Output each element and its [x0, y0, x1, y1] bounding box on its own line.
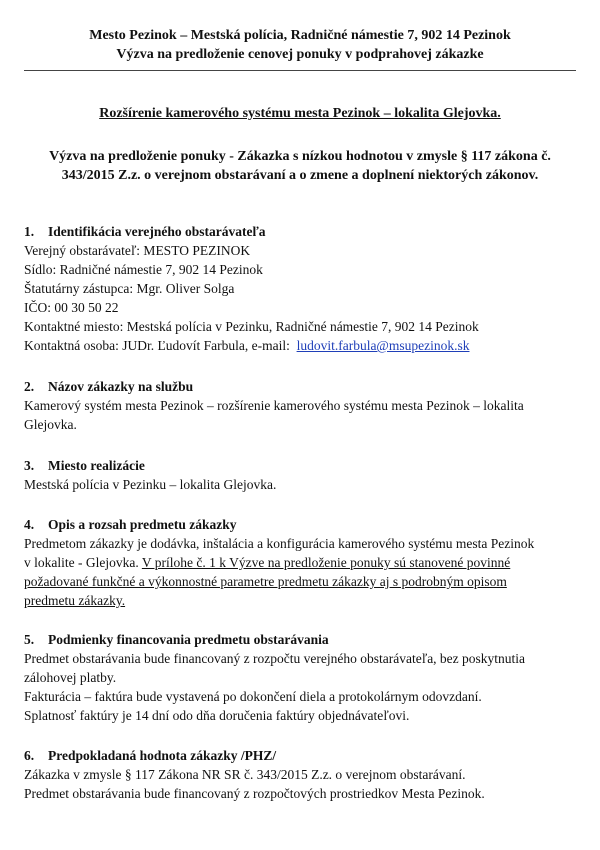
section-1 [24, 222, 576, 355]
section-text-line: Kamerový systém mesta Pezinok – rozšírenie kamerového systému mesta Pezinok – lokalita [24, 398, 524, 413]
section-title: Podmienky financovania predmetu obstarávania [48, 632, 329, 647]
section-heading [24, 456, 576, 475]
contact-place: Kontaktné miesto: Mestská polícia v Pezinku, Radničné námestie 7, 902 14 Pezinok [24, 319, 479, 334]
section-number: 5. [24, 632, 35, 647]
section-text-plain: v lokalite - Glejovka. [24, 555, 139, 570]
section-text-line: Predmetom zákazky je dodávka, inštalácia a konfigurácia kamerového systému mesta Pezinok [24, 536, 535, 551]
section-text-line: požadované funkčné a výkonnostné parametre predmetu zákazky aj s podrobným opisom [24, 574, 507, 589]
section-title: Identifikácia verejného obstarávateľa [48, 224, 266, 239]
section-text-line: Fakturácia – faktúra bude vystavená po dokončení diela a protokolárnym odovzdaní. [24, 689, 482, 704]
contact-person [24, 336, 576, 355]
section-number: 1. [24, 224, 35, 239]
section-4 [24, 515, 576, 610]
header-line-1: Mesto Pezinok – Mestská polícia, Radničné námestie 7, 902 14 Pezinok [89, 28, 511, 43]
section-text-line: zálohovej platby. [24, 670, 117, 685]
section-number: 6. [24, 748, 35, 763]
section-title: Miesto realizácie [48, 458, 145, 473]
intro-line-2: 343/2015 Z.z. o verejnom obstarávaní a o zmene a doplnení niektorých zákonov. [61, 168, 539, 183]
section-title: Opis a rozsah predmetu zákazky [48, 517, 237, 532]
section-heading [24, 746, 576, 765]
section-text-line: Mestská polícia v Pezinku – lokalita Glejovka. [24, 477, 277, 492]
section-6 [24, 746, 576, 803]
section-text-underlined: V prílohe č. 1 k Výzve na predloženie ponuky sú stanovené povinné [141, 555, 511, 570]
section-heading [24, 630, 576, 649]
section-heading [24, 222, 576, 241]
section-number: 4. [24, 517, 35, 532]
section-5 [24, 630, 576, 725]
company-id: IČO: 00 30 50 22 [24, 300, 119, 315]
document-header [0, 26, 600, 64]
header-line-2: Výzva na predloženie cenovej ponuky v podprahovej zákazke [116, 47, 484, 62]
section-text-line: Predmet obstarávania bude financovaný z rozpočtu verejného obstarávateľa, bez poskytnutia [24, 651, 526, 666]
section-3 [24, 456, 576, 494]
intro-line-1: Výzva na predloženie ponuky - Zákazka s nízkou hodnotou v zmysle § 117 zákona č. [49, 149, 551, 164]
section-text-line: Predmet obstarávania bude financovaný z rozpočtových prostriedkov Mesta Pezinok. [24, 786, 485, 801]
seat: Sídlo: Radničné námestie 7, 902 14 Pezinok [24, 262, 263, 277]
section-heading [24, 515, 576, 534]
section-2 [24, 377, 576, 434]
header-divider [24, 70, 576, 71]
intro-paragraph [40, 147, 560, 185]
section-text-line: Splatnosť faktúry je 14 dní odo dňa doručenia faktúry objednávateľovi. [24, 708, 410, 723]
section-text-line: predmetu zákazky. [24, 593, 126, 608]
section-number: 3. [24, 458, 35, 473]
contact-person-label: Kontaktná osoba: JUDr. Ľudovít Farbula, e-mail: [24, 338, 290, 353]
section-text-line [24, 553, 576, 572]
contracting-authority: Verejný obstarávateľ: MESTO PEZINOK [24, 243, 251, 258]
statutory-representative: Štatutárny zástupca: Mgr. Oliver Solga [24, 281, 235, 296]
section-text-line: Zákazka v zmysle § 117 Zákona NR SR č. 343/2015 Z.z. o verejnom obstarávaní. [24, 767, 466, 782]
email-link[interactable]: ludovit.farbula@msupezinok.sk [296, 338, 470, 353]
document-title: Rozšírenie kamerového systému mesta Pezinok – lokalita Glejovka. [99, 106, 501, 121]
section-number: 2. [24, 379, 35, 394]
section-heading [24, 377, 576, 396]
section-title: Predpokladaná hodnota zákazky /PHZ/ [48, 748, 277, 763]
section-title: Názov zákazky na službu [48, 379, 194, 394]
section-text-line: Glejovka. [24, 417, 77, 432]
